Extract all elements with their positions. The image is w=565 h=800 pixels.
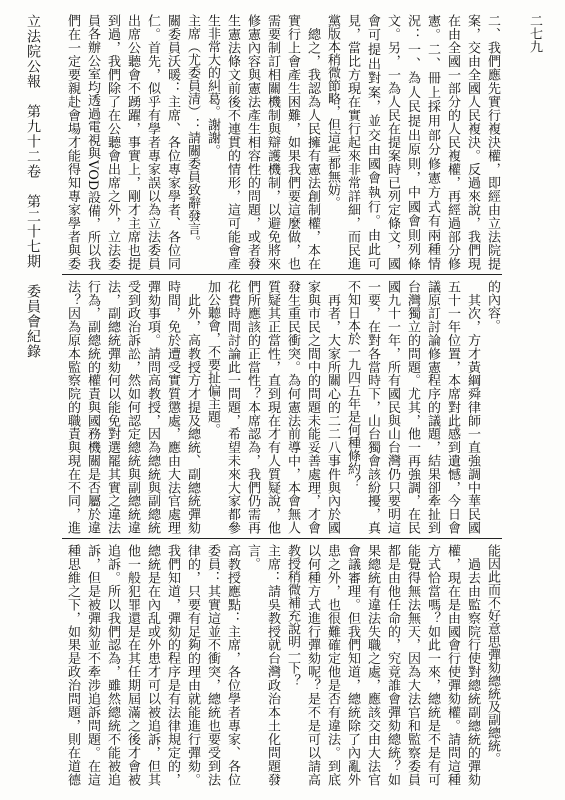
text-block-middle: 的內容。 其次，方才黃綱舜律師一直強調中華民國五十一年位置，本席對此感到遺憾，今日會議原訂討論修憲程序的議題，結果卻牽扯到台灣獨立的問題。尤其，他一再強調，在民國九十一年，所有國民與山台灣仍只要明這一要，在對各當時下，山台獨會該紛擾，真不知日本於一九四五年是何種條約？ 再者，大家所關心的二二八事件與內於國家與市民之間中的問題未能妥善處理，才會發生重民衝突。為何憲法前導中，本會無人質疑其正當性，直到現在才有人質疑說，他們所應該的正當性？本席認為，我們仍需再花費時間討論此一問題，希望未來大家都參加公聽會，不要扯偏主題。 此外，高教授方才提及總統、副總統彈劾時間，免於遭受實質懲處，應由大法官處理彈劾事項。請問高教授，因為總統與副總統受到政治訴訟，然如何認定總統與副總統違法，副總統彈劾何以能免對選罷其實之違法行為，副總統的權責與國務機關是否屬於違法？因為原本監察院的職責與現在不同，進 <box>65 280 500 534</box>
text-block-top: 二、我們應先實行複決權，即經由立法院提案，交由全國人民複決。反過來說，我們現在由全國一部分的人民複權，再經過部分修憲。二、冊上採用部分修憲方式有兩種情況：一、為人民提出原則，中國會則列條文。另，一為人民在提案時已列定條文，國會可提出對案，並交由國會執行。由此可見，當比方現在實行起來非常詳細，而民進黨版本稍微節略，但這些都無妨。 總之，我認為人民擁有憲法創制權，本在實行上會產生困難，如果我們要這麼做，也需要制訂相關機制與辯護機制，以避免將來修憲內容與憲法產生相容性的問題，或者發生憲法條文前後不連貫的情形，這可能會產生非常大的糾葛。謝謝。 主席（尤委員清）：請關委員致辭發言。 關委員沃暖：主席、各位專家學者、各位同仁。首先，似乎有學者專家誤以為立法委員出席公聽會不踴躍，事實上，剛才主席也提到過，我們除了在公聽會出席之外，立法委員各辦公室均透過電視與VOD設備，所以我們在一定要親赴會場才能得知專家學者與委 <box>65 14 500 270</box>
section-divider <box>62 274 502 275</box>
section-divider <box>62 538 502 539</box>
page-number: 二七九 <box>527 14 542 53</box>
text-block-bottom: 能因此而不好意思彈劾總統及副總統。 過去由監察院行使對總統副總統的彈劾權，現在是由國會行使彈劾權。請問這種方式恰當嗎？如此一來，總統是不是有可能覺得無法無天，因為大法官和監察委員都是由他任命的，究竟誰會彈劾總統？如果總統有違法失職之處，應該交由大法官會議審理。但我們知道，總統除了內亂外患之外，也很難確定他是否有違法。到底以何種方式進行彈劾呢？是不是可以請高教授稍微補充說明一下？ 主席：請吳教授就台灣政治本土化問題發言。 高教授應點：主席，各位學者專家、各位委員：其實這並不衝突，總統也要受到法律的，只要有足夠的理由就能進行彈劾。我們知道，彈劾的程序是有法律規定的，總統是在內乱或外患才可以被追訴，但其他一般犯罪還是在其任期屆滿之後才會被追訴。所以我們認為，雖然總統不能被追訴，但是被彈劾並不牽涉追訴問題。在這種思維之下，如果是政治問題，則在道德 <box>65 544 500 786</box>
gazette-header: 立法院公報 第九十二卷 第二十七期 委員會紀錄 <box>25 14 41 359</box>
